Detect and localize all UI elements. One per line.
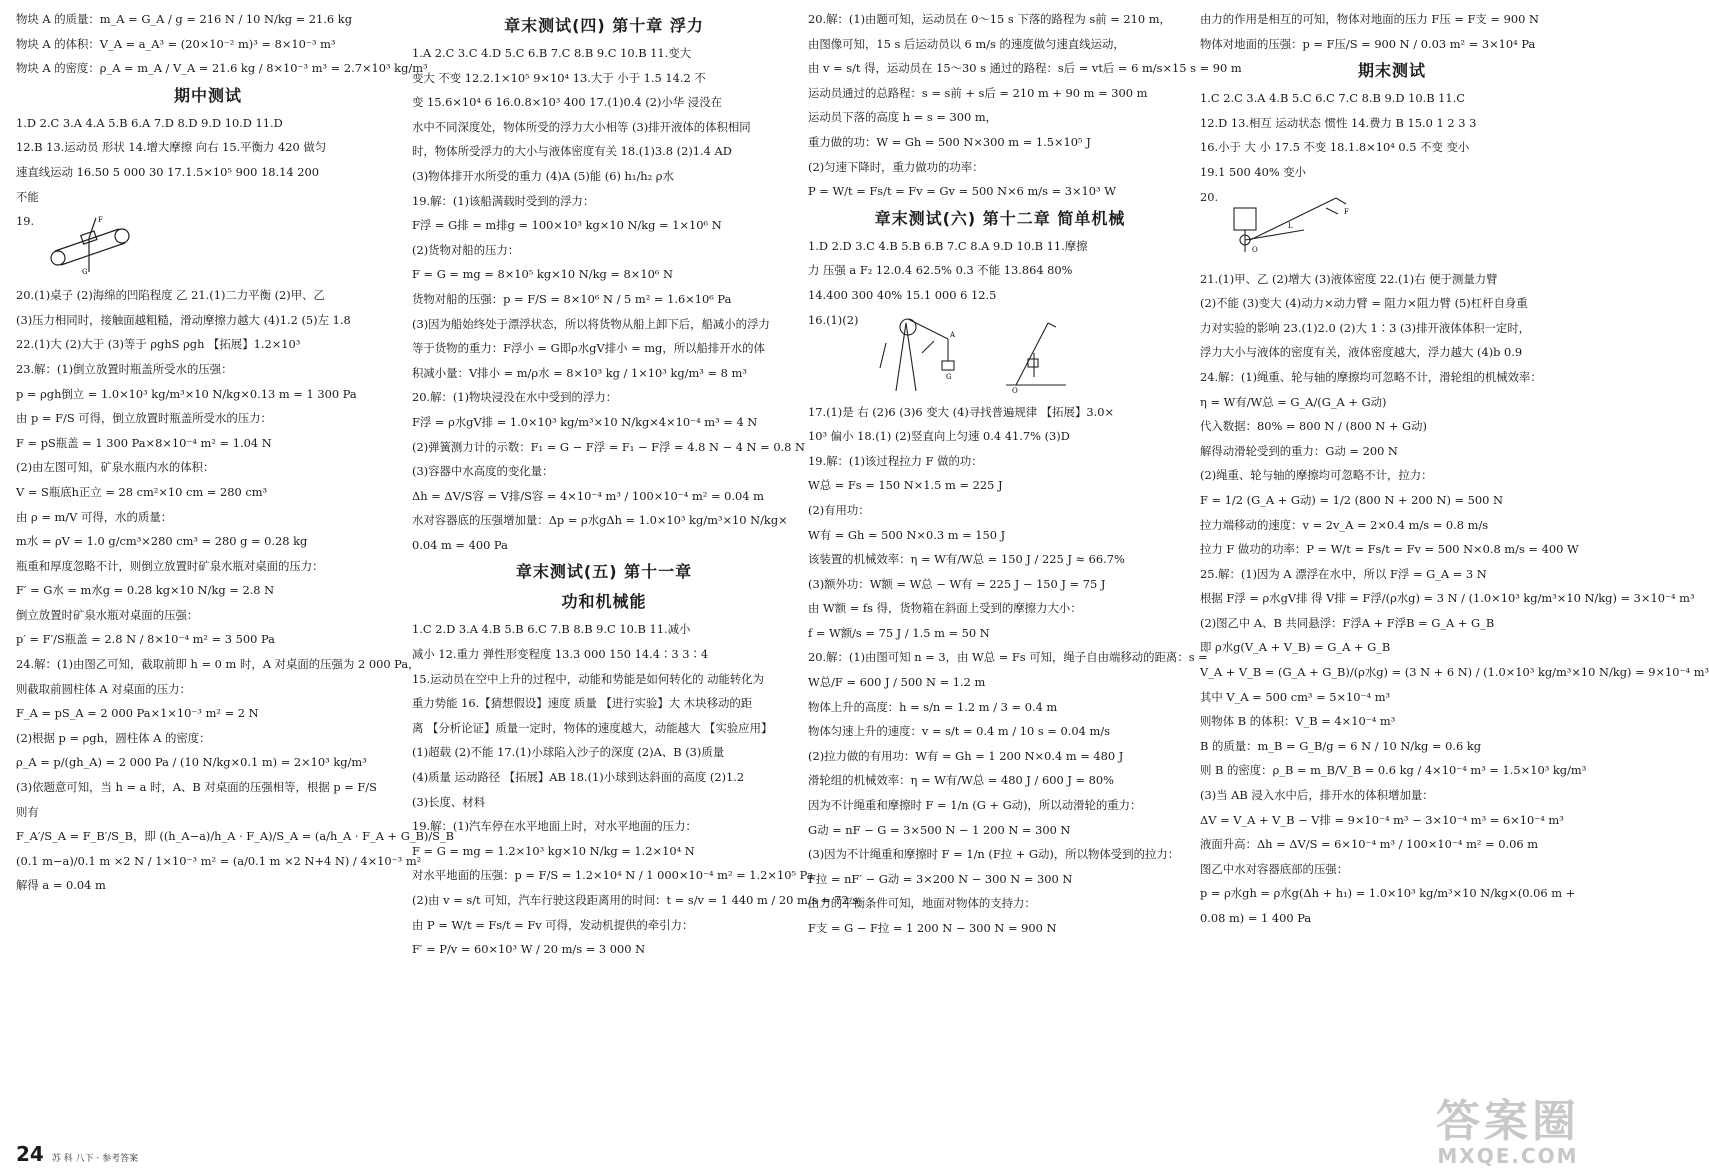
answer-line: Δh = ΔV/S容 = V排/S容 = 4×10⁻⁴ m³ / 100×10⁻⁴ m² = 0.04 m: [412, 488, 764, 503]
column-4: [1200, 12, 1709, 1147]
answer-line: F浮 = G排 = m排g = 100×10³ kg×10 N/kg = 1×10⁶ N: [412, 218, 722, 233]
conveyor-belt-diagram: [42, 214, 142, 276]
answer-line: F′ = G水 = m水g = 0.28 kg×10 N/kg = 2.8 N: [16, 583, 275, 598]
answer-line: η = W有/W总 = G_A/(G_A + G动): [1200, 394, 1387, 409]
answer-line: F = pS瓶盖 = 1 300 Pa×8×10⁻⁴ m² = 1.04 N: [16, 435, 272, 450]
answer-line: 19.解：(1)该过程拉力 F 做的功：: [808, 453, 983, 468]
answer-line: (2)图乙中 A、B 共同悬浮：F浮A + F浮B = G_A + G_B: [1200, 615, 1495, 630]
answer-line: (2)不能 (3)变大 (4)动力×动力臂 = 阻力×阻力臂 (5)杠杆自身重: [1200, 296, 1528, 311]
svg-text:G: G: [946, 372, 952, 381]
answer-line: 0.08 m) = 1 400 Pa: [1200, 911, 1312, 925]
answer-line: ΔV = V_A + V_B − V排 = 9×10⁻⁴ m³ − 3×10⁻⁴ m³ = 6×10⁻⁴ m³: [1200, 812, 1564, 827]
answer-line: F′ = P/v = 60×10³ W / 20 m/s = 3 000 N: [412, 942, 646, 957]
answer-line: 图乙中水对容器底部的压强：: [1200, 861, 1349, 876]
answer-line: 物体匀速上升的速度：v = s/t = 0.4 m / 10 s = 0.04 m/s: [808, 724, 1111, 739]
answer-line: 由 P = W/t = Fs/t = Fv 可得，发动机提供的牵引力：: [412, 917, 694, 932]
answer-line: 12.B 13.运动员 形状 14.增大摩擦 向右 15.平衡力 420 做匀: [16, 140, 327, 155]
watermark-url: MXQE.COM: [1437, 1144, 1579, 1168]
answer-line: 19.解：(1)该船满载时受到的浮力：: [412, 193, 595, 208]
pulley-lever-diagram: [1226, 190, 1376, 260]
question-label: 20.: [1200, 189, 1219, 204]
watermark: [1436, 1096, 1580, 1168]
answer-line: 19.解：(1)汽车停在水平地面上时，对水平地面的压力：: [412, 819, 697, 834]
answer-line: (2)货物对船的压力：: [412, 242, 520, 257]
answer-line: 则 B 的密度：ρ_B = m_B/V_B = 0.6 kg / 4×10⁻⁴ m³ = 1.5×10³ kg/m³: [1200, 763, 1587, 778]
answer-line: 水对容器底的压强增加量：Δp = ρ水gΔh = 1.0×10³ kg/m³×10 N/kg×: [412, 513, 788, 528]
answer-line: 1.A 2.C 3.C 4.D 5.C 6.B 7.C 8.B 9.C 10.B 11.变大: [412, 46, 692, 60]
footer-text: 苏 科 八下 · 参考答案: [51, 1154, 139, 1164]
answer-line: 19.1 500 40% 变小: [1200, 164, 1307, 179]
answer-line: 21.(1)甲、乙 (2)增大 (3)液体密度 22.(1)右 便于测量力臂: [1200, 271, 1498, 286]
answer-line: 物块 A 的密度：ρ_A = m_A / V_A = 21.6 kg / 8×10⁻³ m³ = 2.7×10³ kg/m³: [16, 61, 428, 76]
answer-line: 拉力 F 做功的功率：P = W/t = Fs/t = Fv = 500 N×0.8 m/s = 400 W: [1200, 542, 1579, 557]
answer-line: 22.(1)大 (2)大于 (3)等于 ρghS ρgh 【拓展】1.2×10³: [16, 337, 301, 352]
answer-line: ρ_A = p/(gh_A) = 2 000 Pa / (10 N/kg×0.1 m) = 2×10³ kg/m³: [16, 755, 367, 770]
answer-line: 浮力大小与液体的密度有关，液体密度越大，浮力越大 (4)b 0.9: [1200, 345, 1523, 360]
answer-line: 运动员通过的总路程：s = s前 + s后 = 210 m + 90 m = 300 m: [808, 85, 1148, 100]
answer-line: 重力做的功：W = Gh = 500 N×300 m = 1.5×10⁵ J: [808, 134, 1091, 149]
answer-line: 该装置的机械效率：η = W有/W总 = 150 J / 225 J ≈ 66.7%: [808, 552, 1125, 567]
answer-line: 15.运动员在空中上升的过程中，动能和势能是如何转化的 动能转化为: [412, 671, 765, 686]
svg-text:O: O: [1012, 386, 1019, 395]
page-footer: [16, 1142, 138, 1166]
answer-line: (2)拉力做的有用功：W有 = Gh = 1 200 N×0.4 m = 480 J: [808, 748, 1124, 763]
section-heading: 章末测试(四) 第十章 浮力: [504, 16, 704, 35]
answer-line: 12.D 13.相互 运动状态 惯性 14.费力 B 15.0 1 2 3 3: [1200, 115, 1477, 130]
answer-line: p = ρgh倒立 = 1.0×10³ kg/m³×10 N/kg×0.13 m = 1 300 Pa: [16, 386, 357, 401]
lever-diagrams: [866, 313, 1096, 393]
answer-line: G动 = nF − G = 3×500 N − 1 200 N = 300 N: [808, 822, 1071, 837]
answer-line: 减小 12.重力 弹性形变程度 13.3 000 150 14.4∶3 3∶4: [412, 647, 709, 662]
answer-line: 1.C 2.C 3.A 4.B 5.C 6.C 7.C 8.B 9.D 10.B 11.C: [1200, 91, 1466, 106]
column-3: [808, 12, 1242, 1142]
answer-line: 力 压强 a F₂ 12.0.4 62.5% 0.3 不能 13.864 80%: [808, 263, 1073, 278]
question-label: 19.: [16, 214, 35, 229]
answer-line: 滑轮组的机械效率：η = W有/W总 = 480 J / 600 J = 80%: [808, 773, 1114, 788]
svg-text:F: F: [98, 216, 103, 225]
answer-line: 等于货物的重力：F浮小 = G即ρ水gV排小 = mg，所以船排开水的体: [412, 341, 765, 356]
answer-line: 货物对船的压强：p = F/S = 8×10⁶ N / 5 m² = 1.6×10⁶ Pa: [412, 291, 732, 306]
answer-line: 1.D 2.D 3.C 4.B 5.B 6.B 7.C 8.A 9.D 10.B 11.摩擦: [808, 238, 1088, 253]
answer-line: 即 ρ水g(V_A + V_B) = G_A + G_B: [1200, 640, 1391, 655]
answer-line: 物块 A 的质量：m_A = G_A / g = 216 N / 10 N/kg = 21.6 kg: [16, 12, 352, 26]
answer-line: 20.解：(1)由图可知 n = 3，由 W总 = Fs 可知，绳子自由端移动的距离：s =: [808, 650, 1208, 665]
answer-line: (2)绳重、轮与轴的摩擦均可忽略不计，拉力：: [1200, 468, 1433, 483]
answer-line: 离 【分析论证】质量一定时，物体的速度越大，动能越大 【实验应用】: [412, 720, 773, 735]
answer-line: 由图像可知，15 s 后运动员以 6 m/s 的速度做匀速直线运动，: [808, 36, 1125, 51]
answer-line: 物体上升的高度：h = s/n = 1.2 m / 3 = 0.4 m: [808, 699, 1058, 714]
answer-line: 速直线运动 16.50 5 000 30 17.1.5×10⁵ 900 18.14 200: [16, 164, 319, 179]
answer-line: (2)由左图可知，矿泉水瓶内水的体积：: [16, 460, 215, 475]
answer-line: (3)物体排开水所受的重力 (4)A (5)能 (6) h₁/h₂ ρ水: [412, 168, 674, 183]
answer-line: (3)额外功：W额 = W总 − W有 = 225 J − 150 J = 75 J: [808, 576, 1106, 591]
answer-line: 17.(1)是 右 (2)6 (3)6 变大 (4)寻找普遍规律 【拓展】3.0×: [808, 404, 1115, 419]
answer-line: (0.1 m−a)/0.1 m ×2 N / 1×10⁻³ m² = (a/0.1 m ×2 N+4 N) / 4×10⁻³ m²: [16, 853, 422, 868]
answer-line: 重力势能 16.【猜想假设】速度 质量 【进行实验】大 木块移动的距: [412, 696, 753, 711]
belt-figure: [16, 214, 400, 280]
answer-line: 20.(1)桌子 (2)海绵的凹陷程度 乙 21.(1)二力平衡 (2)甲、乙: [16, 288, 325, 303]
answer-line: 10³ 偏小 18.(1) (2)竖直向上匀速 0.4 41.7% (3)D: [808, 429, 1070, 444]
answer-line: p′ = F′/S瓶盖 = 2.8 N / 8×10⁻⁴ m² = 3 500 Pa: [16, 632, 275, 647]
answer-line: 则物体 B 的体积：V_B = 4×10⁻⁴ m³: [1200, 714, 1396, 729]
answer-line: 积减小量：V排小 = m/ρ水 = 8×10³ kg / 1×10³ kg/m³ = 8 m³: [412, 365, 747, 380]
answer-line: 解得动滑轮受到的重力：G动 = 200 N: [1200, 443, 1398, 458]
answer-line: 因为不计绳重和摩擦时 F = 1/n (G + G动)，所以动滑轮的重力：: [808, 798, 1142, 813]
answer-line: 不能: [16, 189, 39, 204]
answer-line: 由力的作用是相互的可知，物体对地面的压力 F压 = F支 = 900 N: [1200, 12, 1539, 26]
answer-line: F_A′/S_A = F_B′/S_B，即 ((h_A−a)/h_A · F_A)/S_A = (a/h_A · F_A + G_B)/S_B: [16, 829, 455, 844]
lever-figures: [808, 313, 1192, 397]
section-heading: 章末测试(五) 第十一章: [515, 562, 693, 582]
answer-line: F = 1/2 (G_A + G动) = 1/2 (800 N + 200 N) = 500 N: [1200, 492, 1504, 507]
section-heading: 期中测试: [173, 85, 242, 105]
answer-line: 0.04 m = 400 Pa: [412, 537, 508, 552]
answer-line: f = W额/s = 75 J / 1.5 m = 50 N: [808, 625, 990, 640]
answer-line: 其中 V_A = 500 cm³ = 5×10⁻⁴ m³: [1200, 689, 1391, 704]
answer-line: F_A = pS_A = 2 000 Pa×1×10⁻³ m² = 2 N: [16, 706, 259, 721]
answer-line: 16.小于 大 小 17.5 不变 18.1.8×10⁴ 0.5 不变 变小: [1200, 140, 1470, 155]
answer-line: V_A + V_B = (G_A + G_B)/(ρ水g) = (3 N + 6 N) / (1.0×10³ kg/m³×10 N/kg) = 9×10⁻⁴ m³: [1200, 665, 1709, 680]
answer-line: 运动员下落的高度 h = s = 300 m，: [808, 110, 998, 125]
answer-line: 根据 F浮 = ρ水gV排 得 V排 = F浮/(ρ水g) = 3 N / (1.0×10³ kg/m³×10 N/kg) = 3×10⁻⁴ m³: [1200, 591, 1695, 606]
answer-line: (2)匀速下降时，重力做功的功率：: [808, 159, 984, 174]
answer-line: F支 = G − F拉 = 1 200 N − 300 N = 900 N: [808, 921, 1057, 935]
answer-line: 1.C 2.D 3.A 4.B 5.B 6.C 7.B 8.B 9.C 10.B 11.减小: [412, 622, 691, 637]
answer-line: 20.解：(1)物块浸没在水中受到的浮力：: [412, 390, 618, 405]
answer-line: F = G = mg = 1.2×10³ kg×10 N/kg = 1.2×10⁴ N: [412, 843, 695, 858]
answer-line: (2)由 v = s/t 可知，汽车行驶这段距离用的时间：t = s/v = 1 440 m / 20 m/s = 72 s: [412, 893, 859, 907]
answer-line: 液面升高：Δh = ΔV/S = 6×10⁻⁴ m³ / 100×10⁻⁴ m² = 0.06 m: [1200, 837, 1539, 852]
answer-line: (3)依题意可知，当 h = a 时，A、B 对桌面的压强相等，根据 p = F/S: [16, 780, 377, 795]
answer-line: (3)因为船始终处于漂浮状态，所以将货物从船上卸下后，船减小的浮力: [412, 316, 770, 331]
answer-line: F浮 = ρ水gV排 = 1.0×10³ kg/m³×10 N/kg×4×10⁻⁴ m³ = 4 N: [412, 414, 758, 429]
answer-line: 25.解：(1)因为 A 漂浮在水中，所以 F浮 = G_A = 3 N: [1200, 566, 1487, 581]
answer-line: F = G = mg = 8×10⁵ kg×10 N/kg = 8×10⁶ N: [412, 267, 674, 282]
answer-line: 倒立放置时矿泉水瓶对桌面的压强：: [16, 607, 199, 622]
answer-line: (3)当 AB 浸入水中后，排开水的体积增加量：: [1200, 788, 1434, 803]
answer-line: (4)质量 运动路径 【拓展】AB 18.(1)小球到达斜面的高度 (2)1.2: [412, 770, 745, 785]
answer-line: 则截取前圆柱体 A 对桌面的压力：: [16, 681, 191, 696]
answer-line: W总/F = 600 J / 500 N = 1.2 m: [808, 675, 986, 690]
answer-line: 瓶重和厚度忽略不计，则倒立放置时矿泉水瓶对桌面的压力：: [16, 558, 324, 573]
answer-line: 由 W额 = fs 得，货物箱在斜面上受到的摩擦力大小：: [808, 601, 1082, 616]
answer-line: (3)长度、材料: [412, 794, 486, 809]
pulley-lever-figure: [1200, 190, 1584, 264]
answer-line: 时，物体所受浮力的大小与液体密度有关 18.(1)3.8 (2)1.4 AD: [412, 144, 732, 159]
svg-text:L: L: [1288, 221, 1293, 230]
answer-line: B 的质量：m_B = G_B/g = 6 N / 10 N/kg = 0.6 kg: [1200, 738, 1482, 753]
svg-text:A: A: [950, 330, 956, 339]
answer-line: (2)根据 p = ρgh，圆柱体 A 的密度：: [16, 730, 211, 745]
watermark-main: 答案圈: [1436, 1096, 1580, 1147]
answer-line: p = ρ水gh = ρ水g(Δh + h₁) = 1.0×10³ kg/m³×10 N/kg×(0.06 m +: [1200, 886, 1576, 901]
answer-line: 由力的平衡条件可知，地面对物体的支持力：: [808, 896, 1036, 911]
answer-line: W有 = Gh = 500 N×0.3 m = 150 J: [808, 527, 1006, 542]
section-heading: 功和机械能: [561, 592, 647, 612]
svg-text:G: G: [82, 268, 88, 277]
answer-line: 物体对地面的压强：p = F压/S = 900 N / 0.03 m² = 3×10⁴ Pa: [1200, 36, 1536, 51]
answer-line: (3)因为不计绳重和摩擦时 F = 1/n (F拉 + G动)，所以物体受到的拉力：: [808, 847, 1180, 862]
answer-line: 24.解：(1)由图乙可知，截取前即 h = 0 m 时，A 对桌面的压强为 2 000 Pa，: [16, 657, 420, 672]
answer-line: m水 = ρV = 1.0 g/cm³×280 cm³ = 280 g = 0.28 kg: [16, 534, 308, 549]
svg-text:O: O: [1252, 245, 1258, 254]
answer-line: (2)有用功：: [808, 502, 870, 517]
answer-line: 变大 不变 12.2.1×10⁵ 9×10⁴ 13.大于 小于 1.5 14.2 不: [412, 70, 706, 85]
section-heading: 期末测试: [1357, 61, 1426, 81]
answer-line: 14.400 300 40% 15.1 000 6 12.5: [808, 287, 997, 302]
answer-line: F拉 = nF′ − G动 = 3×200 N − 300 N = 300 N: [808, 871, 1073, 886]
answer-line: V = S瓶底h正立 = 28 cm²×10 cm = 280 cm³: [16, 484, 268, 499]
page-number: 24: [16, 1142, 44, 1166]
question-sublabel: (2): [842, 312, 859, 327]
answer-line: (3)容器中水高度的变化量：: [412, 464, 554, 479]
answer-line: 力对实验的影响 23.(1)2.0 (2)大 1∶3 (3)排开液体体积一定时，: [1200, 320, 1531, 335]
svg-text:F: F: [1344, 207, 1349, 216]
answer-line: 则有: [16, 804, 39, 819]
answer-line: 由 v = s/t 得，运动员在 15～30 s 通过的路程：s后 = vt后 = 6 m/s×15 s = 90 m: [808, 61, 1242, 76]
answer-line: 1.D 2.C 3.A 4.A 5.B 6.A 7.D 8.D 9.D 10.D 11.D: [16, 115, 283, 130]
answer-line: 由 p = F/S 可得，倒立放置时瓶盖所受水的压力：: [16, 411, 272, 426]
answer-line: 对水平地面的压强：p = F/S = 1.2×10⁴ N / 1 000×10⁻⁴ m² = 1.2×10⁵ Pa: [412, 868, 814, 883]
answer-line: W总 = Fs = 150 N×1.5 m = 225 J: [808, 478, 1003, 493]
answer-line: 解得 a = 0.04 m: [16, 878, 106, 893]
answer-line: 由 ρ = m/V 可得，水的质量：: [16, 509, 173, 524]
answer-line: (1)超载 (2)不能 17.(1)小球陷入沙子的深度 (2)A、B (3)质量: [412, 745, 725, 760]
answer-line: 20.解：(1)由题可知，运动员在 0～15 s 下落的路程为 s前 = 210 m，: [808, 12, 1171, 26]
question-label: 16.(1): [808, 312, 843, 327]
answer-line: 物块 A 的体积：V_A = a_A³ = (20×10⁻² m)³ = 8×10⁻³ m³: [16, 36, 336, 51]
answer-line: 变 15.6×10⁴ 6 16.0.8×10³ 400 17.(1)0.4 (2)小华 浸没在: [412, 95, 722, 110]
section-heading: 章末测试(六) 第十二章 简单机械: [874, 208, 1126, 228]
answer-line: 24.解：(1)绳重、轮与轴的摩擦均可忽略不计，滑轮组的机械效率：: [1200, 369, 1542, 384]
answer-line: 拉力端移动的速度：v = 2v_A = 2×0.4 m/s = 0.8 m/s: [1200, 517, 1489, 532]
answer-line: 23.解：(1)倒立放置时瓶盖所受水的压强：: [16, 361, 233, 376]
answer-line: P = W/t = Fs/t = Fv = Gv = 500 N×6 m/s = 3×10³ W: [808, 184, 1116, 199]
answer-line: (3)压力相同时，接触面越粗糙，滑动摩擦力越大 (4)1.2 (5)左 1.8: [16, 312, 351, 327]
answer-line: (2)弹簧测力计的示数：F₁ = G − F浮 = F₁ − F浮 = 4.8 N − 4 N = 0.8 N: [412, 439, 806, 454]
answer-line: 水中不同深度处，物体所受的浮力大小相等 (3)排开液体的体积相同: [412, 119, 751, 134]
answer-line: 代入数据：80% = 800 N / (800 N + G动): [1200, 419, 1427, 434]
